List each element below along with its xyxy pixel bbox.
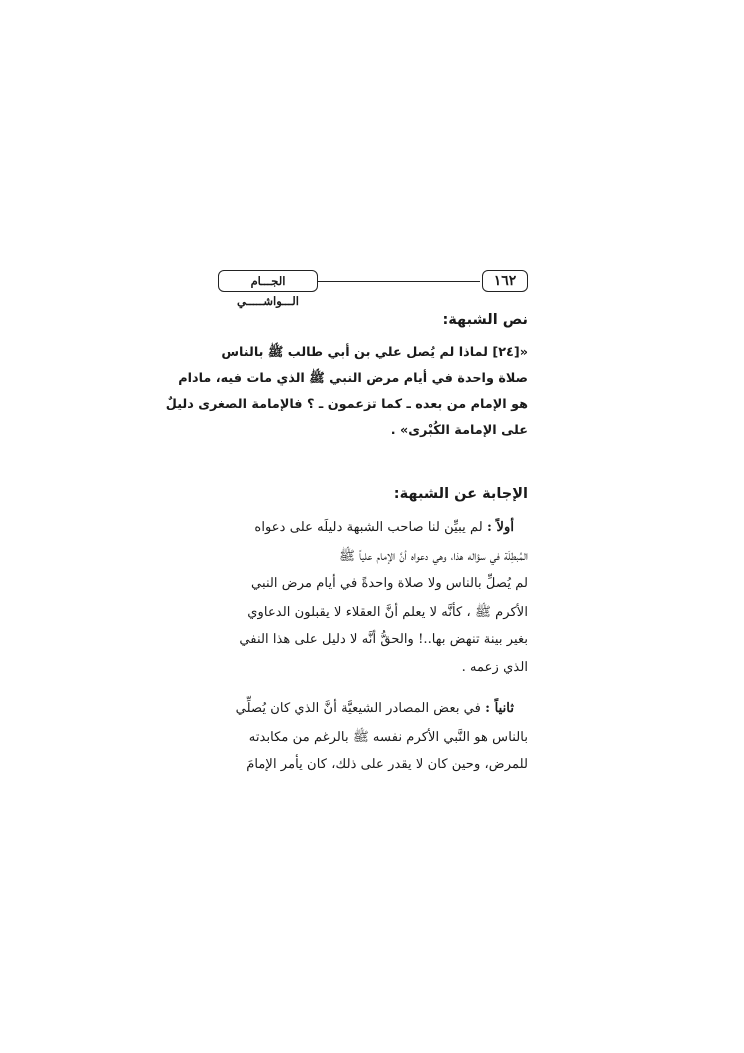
- page-header: [218, 270, 528, 308]
- page-number: ١٦٢: [482, 270, 528, 292]
- paragraph-line: الأكرم ﷺ ، كأنَّه لا يعلم أنَّ العقلاء لا يقبلون الدعاوي: [247, 605, 528, 620]
- paragraph-line: المُبطِلَة في سؤاله هذا، وهي دعواه أنَّ الإمام علياً ﷺ: [338, 549, 528, 564]
- shubha-heading: نص الشبهة:: [442, 312, 528, 328]
- paragraph-line: بغير بينة تنهض بها..! والحقُّ أنَّه لا دليل على هذا النفي: [239, 632, 528, 647]
- shubha-line: «[٢٤] لماذا لم يُصل علي بن أبي طالب ﷺ بالناس: [221, 345, 528, 360]
- shubha-line: هو الإمام من بعده ـ كما تزعمون ـ ؟ فالإمامة الصغرى دليلٌ: [165, 397, 528, 412]
- paragraph-line: للمرض، وحين كان لا يقدر على ذلك، كان يأمر الإمامَ: [246, 757, 528, 772]
- paragraph-lead: أولاً :: [486, 520, 514, 535]
- answer-paragraph-1: [218, 520, 528, 680]
- shubha-line: على الإمامة الكُبْرى» .: [390, 423, 528, 438]
- answer-heading: الإجابة عن الشبهة:: [393, 486, 528, 502]
- paragraph-line-text: في بعض المصادر الشيعيَّة أنَّ الذي كان يُصلِّي: [235, 701, 486, 716]
- paragraph-line-text: لم يبيِّن لنا صاحب الشبهة دليلَه على دعواه: [254, 520, 487, 535]
- header-rule: [318, 281, 480, 282]
- paragraph-lead: ثانياً :: [485, 701, 514, 716]
- shubha-line: صلاة واحدة في أيام مرض النبي ﷺ الذي مات فيه، مادام: [178, 371, 528, 386]
- book-title: الجـــام الـــواشـــــي: [218, 270, 318, 292]
- paragraph-first-line: [254, 520, 514, 535]
- shubha-text: [165, 345, 528, 445]
- paragraph-line: بالناس هو النَّبي الأكرم نفسه ﷺ بالرغم من مكابدته: [248, 730, 528, 745]
- paragraph-line: لم يُصلِّ بالناس ولا صلاة واحدةً في أيام مرض النبي: [250, 576, 528, 591]
- paragraph-line: الذي زعمه .: [461, 660, 528, 675]
- paragraph-first-line: [236, 701, 514, 716]
- answer-paragraph-2: [218, 701, 528, 781]
